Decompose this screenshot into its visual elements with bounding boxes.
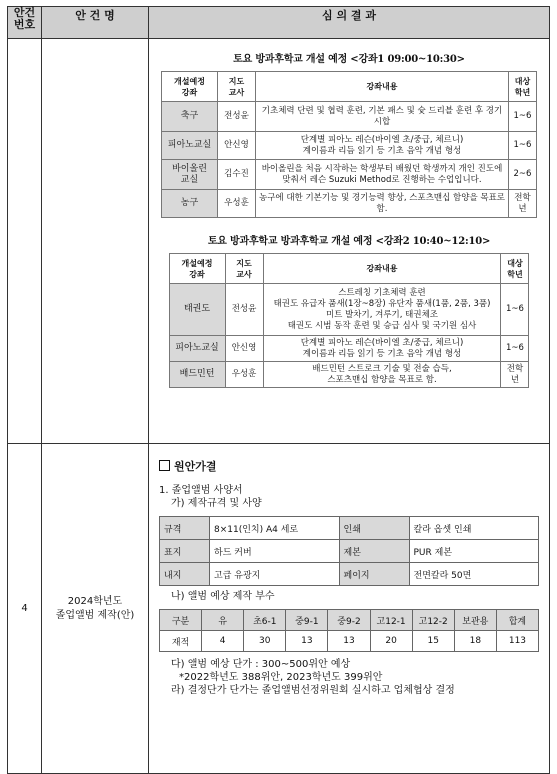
row2-result <box>149 444 550 774</box>
course-name: 피아노교실 <box>162 132 218 160</box>
col-desc: 강좌내용 <box>263 254 501 284</box>
item-1: 1. 졸업앨범 사양서 <box>159 485 243 496</box>
col-desc: 강좌내용 <box>256 72 509 102</box>
target-grade: 1~6 <box>501 336 529 362</box>
count-cell: 4 <box>202 631 244 652</box>
item-1c-note: *2022학년도 388위안, 2023학년도 399위안 <box>179 672 383 683</box>
course-name: 바이올린 교실 <box>162 160 218 190</box>
col-course: 개설예정 강좌 <box>169 254 225 284</box>
count-header: 중9-2 <box>328 610 370 631</box>
table-row <box>160 563 539 586</box>
teacher-name: 전성윤 <box>218 102 256 132</box>
header-result: 심 의 결 과 <box>149 7 550 39</box>
count-header: 고12-1 <box>370 610 412 631</box>
col-teacher: 지도 교사 <box>218 72 256 102</box>
session-title: 토요 방과후학교 개설 예정 <강좌1 09:00~10:30> <box>233 54 465 65</box>
course-desc: 기초체력 단련 및 협력 훈련, 기본 패스 및 슛 드리블 훈련 후 경기 시합 <box>256 102 509 132</box>
count-cell: 재적 <box>160 631 202 652</box>
item-1c: 다) 앨범 예상 단가 : 300~500위안 예상 <box>171 659 351 670</box>
row1-name <box>42 39 149 444</box>
target-grade: 2~6 <box>509 160 537 190</box>
count-header: 중9-1 <box>286 610 328 631</box>
checkbox-square-icon <box>159 460 170 471</box>
col-teacher: 지도 교사 <box>225 254 263 284</box>
spec-label: 내지 <box>160 563 210 586</box>
target-grade: 1~6 <box>509 102 537 132</box>
teacher-name: 안신영 <box>225 336 263 362</box>
course-table <box>161 71 537 218</box>
spec-label: 규격 <box>160 517 210 540</box>
table-row <box>160 610 539 631</box>
count-table <box>159 609 539 652</box>
session-title: 토요 방과후학교 방과후학교 개설 예정 <강좌2 10:40~12:10> <box>207 236 491 247</box>
session-1 <box>161 50 537 218</box>
count-header: 합계 <box>496 610 538 631</box>
row2-name: 2024학년도 졸업앨범 제작(안) <box>42 444 149 774</box>
course-name: 배드민턴 <box>169 362 225 388</box>
course-name: 태권도 <box>169 284 225 336</box>
spec-value: 고급 유광지 <box>210 563 340 586</box>
table-row <box>160 631 539 652</box>
count-cell: 13 <box>286 631 328 652</box>
spec-value: 하드 커버 <box>210 540 340 563</box>
row2-number: 4 <box>8 444 42 774</box>
item-1b: 나) 앨범 예상 제작 부수 <box>171 591 275 602</box>
header-number-text: 안건 번호 <box>13 6 36 31</box>
col-grade: 대상 학년 <box>501 254 529 284</box>
header-title: 안 건 명 <box>42 7 149 39</box>
teacher-name: 우성훈 <box>218 190 256 218</box>
count-cell: 13 <box>328 631 370 652</box>
decision-text: 원안가결 <box>174 460 217 473</box>
course-desc: 배드민턴 스트로크 기술 및 전술 습득, 스포츠맨십 함양을 목표로 함. <box>263 362 501 388</box>
spec-table <box>159 516 539 586</box>
spec-value: PUR 제본 <box>409 540 539 563</box>
count-header: 구분 <box>160 610 202 631</box>
spec-label: 표지 <box>160 540 210 563</box>
teacher-name: 전성윤 <box>225 284 263 336</box>
table-row <box>160 517 539 540</box>
course-name: 피아노교실 <box>169 336 225 362</box>
course-desc: 농구에 대한 기본기능 및 경기능력 향상, 스포츠맨십 함양을 목표로 함. <box>256 190 509 218</box>
course-desc: 바이올린을 처음 시작하는 학생부터 배웠던 학생까지 개인 진도에 맞춰서 레슨 Suzuki Method로 진행하는 수업입니다. <box>256 160 509 190</box>
row1-result <box>149 39 550 444</box>
spec-label: 페이지 <box>339 563 409 586</box>
table-row <box>169 336 529 362</box>
table-row <box>169 362 529 388</box>
session-2 <box>161 232 537 388</box>
count-cell: 18 <box>454 631 496 652</box>
item-1d: 라) 결정단가 단가는 졸업앨범선정위원회 실시하고 업체협상 결정 <box>171 685 455 696</box>
count-cell: 20 <box>370 631 412 652</box>
spec-label: 인쇄 <box>339 517 409 540</box>
count-header: 초6-1 <box>244 610 286 631</box>
course-desc: 단계별 피아노 레슨(바이엘 초/중급, 체르니) 계이름과 리듬 읽기 등 기초 음악 개념 형성 <box>263 336 501 362</box>
col-grade: 대상 학년 <box>509 72 537 102</box>
table-row <box>162 190 537 218</box>
course-table <box>169 253 530 388</box>
spec-value: 전면칼라 50면 <box>409 563 539 586</box>
spec-label: 제본 <box>339 540 409 563</box>
header-number <box>8 7 42 39</box>
table-row <box>162 102 537 132</box>
count-header: 유 <box>202 610 244 631</box>
count-header: 보관용 <box>454 610 496 631</box>
minutes-table <box>7 6 550 774</box>
count-header: 고12-2 <box>412 610 454 631</box>
course-name: 농구 <box>162 190 218 218</box>
target-grade: 1~6 <box>509 132 537 160</box>
course-desc: 스트레칭 기초체력 훈련 태권도 유급자 품새(1장~8장) 유단자 품새(1품, 2품, 3품) 미트 발차기, 겨루기, 태권체조 태권도 시범 동작 훈련 및 승급 심사 및 국기원 심사 <box>263 284 501 336</box>
item-1a: 가) 제작규격 및 사양 <box>171 498 262 509</box>
table-row <box>162 132 537 160</box>
table-row <box>162 160 537 190</box>
teacher-name: 우성훈 <box>225 362 263 388</box>
decision-heading <box>159 458 539 474</box>
count-cell: 30 <box>244 631 286 652</box>
table-row <box>169 284 529 336</box>
target-grade: 전학년 <box>509 190 537 218</box>
course-desc: 단계별 피아노 레슨(바이엘 초/중급, 체르니) 계이름과 리듬 읽기 등 기초 음악 개념 형성 <box>256 132 509 160</box>
table-row <box>160 540 539 563</box>
document-page <box>7 6 550 763</box>
count-cell: 113 <box>496 631 538 652</box>
teacher-name: 김수진 <box>218 160 256 190</box>
spec-value: 8×11(인치) A4 세로 <box>210 517 340 540</box>
row1-number <box>8 39 42 444</box>
target-grade: 1~6 <box>501 284 529 336</box>
teacher-name: 안신영 <box>218 132 256 160</box>
col-course: 개설예정 강좌 <box>162 72 218 102</box>
course-name: 축구 <box>162 102 218 132</box>
target-grade: 전학년 <box>501 362 529 388</box>
count-cell: 15 <box>412 631 454 652</box>
spec-value: 칼라 옵셋 인쇄 <box>409 517 539 540</box>
